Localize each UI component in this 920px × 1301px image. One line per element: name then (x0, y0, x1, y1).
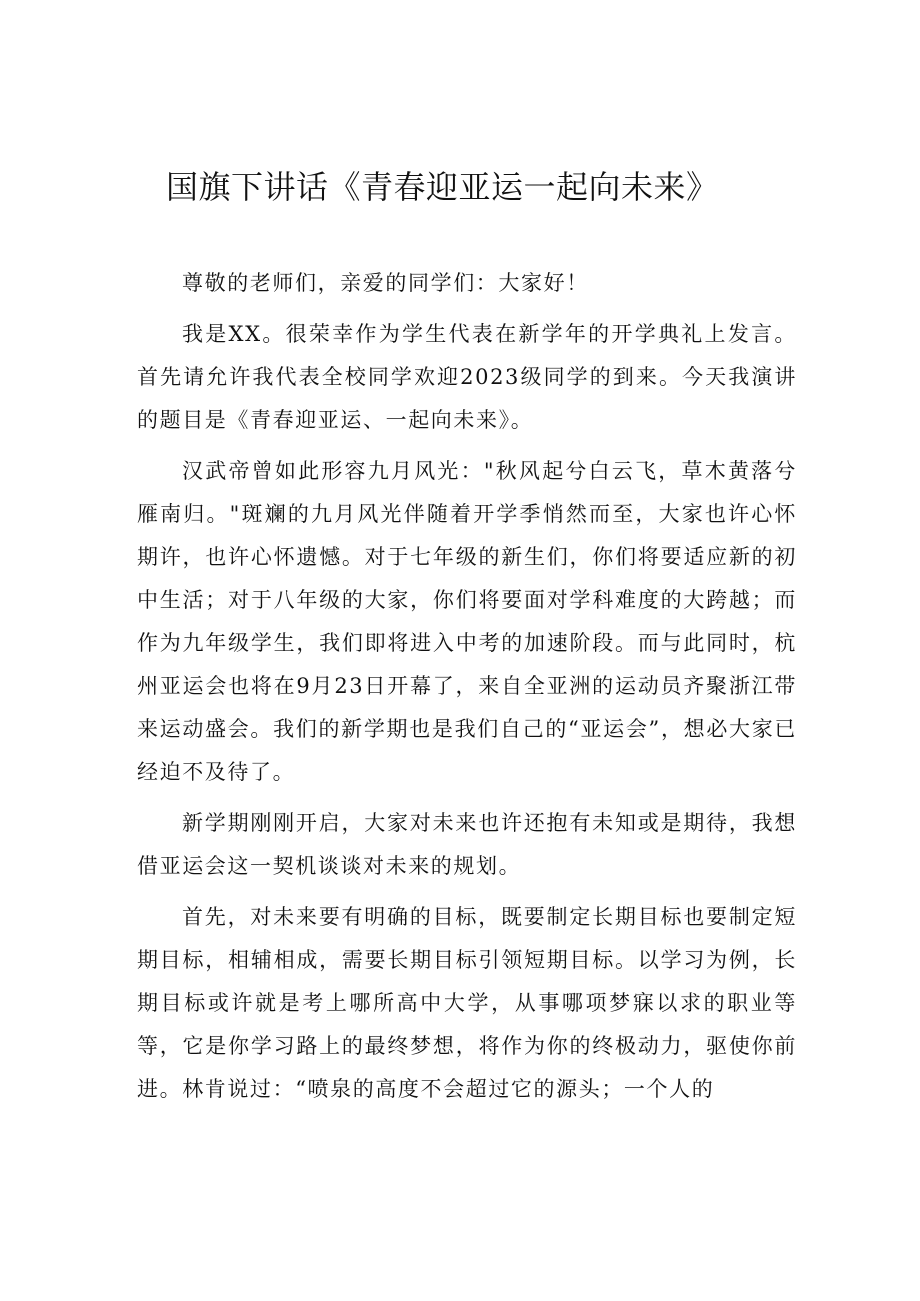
document-title: 国旗下讲话《青春迎亚运一起向未来》 (166, 168, 719, 206)
paragraph-new-semester: 新学期刚刚开启，大家对未来也许还抱有未知或是期待，我想借亚运会这一契机谈谈对未来的规划。 (137, 811, 797, 878)
paragraph-introduction: 我是XX。很荣幸作为学生代表在新学年的开学典礼上发言。首先请允许我代表全校同学欢迎2023级同学的到来。今天我演讲的题目是《青春迎亚运、一起向未来》。 (137, 322, 797, 432)
document-body (137, 262, 797, 1119)
paragraph-september: 汉武帝曾如此形容九月风光："秋风起兮白云飞，草木黄落兮雁南归。"斑斓的九月风光伴随着开学季悄然而至，大家也许心怀期许，也许心怀遗憾。对于七年级的新生们，你们将要适应新的初中生活；对于八年级的大家，你们将要面对学科难度的大跨越；而作为九年级学生，我们即将进入中考的加速阶段。而与此同时，杭州亚运会也将在9月23日开幕了，来自全亚洲的运动员齐聚浙江带来运动盛会。我们的新学期也是我们自己的“亚运会”，想必大家已经迫不及待了。 (137, 459, 797, 784)
paragraph-goals: 首先，对未来要有明确的目标，既要制定长期目标也要制定短期目标，相辅相成，需要长期目标引领短期目标。以学习为例，长期目标或许就是考上哪所高中大学，从事哪项梦寐以求的职业等等，它是你学习路上的最终梦想，将作为你的终极动力，驱使你前进。林肯说过：“喷泉的高度不会超过它的源头；一个人的 (137, 905, 797, 1101)
paragraph-greeting: 尊敬的老师们，亲爱的同学们：大家好！ (182, 271, 589, 295)
